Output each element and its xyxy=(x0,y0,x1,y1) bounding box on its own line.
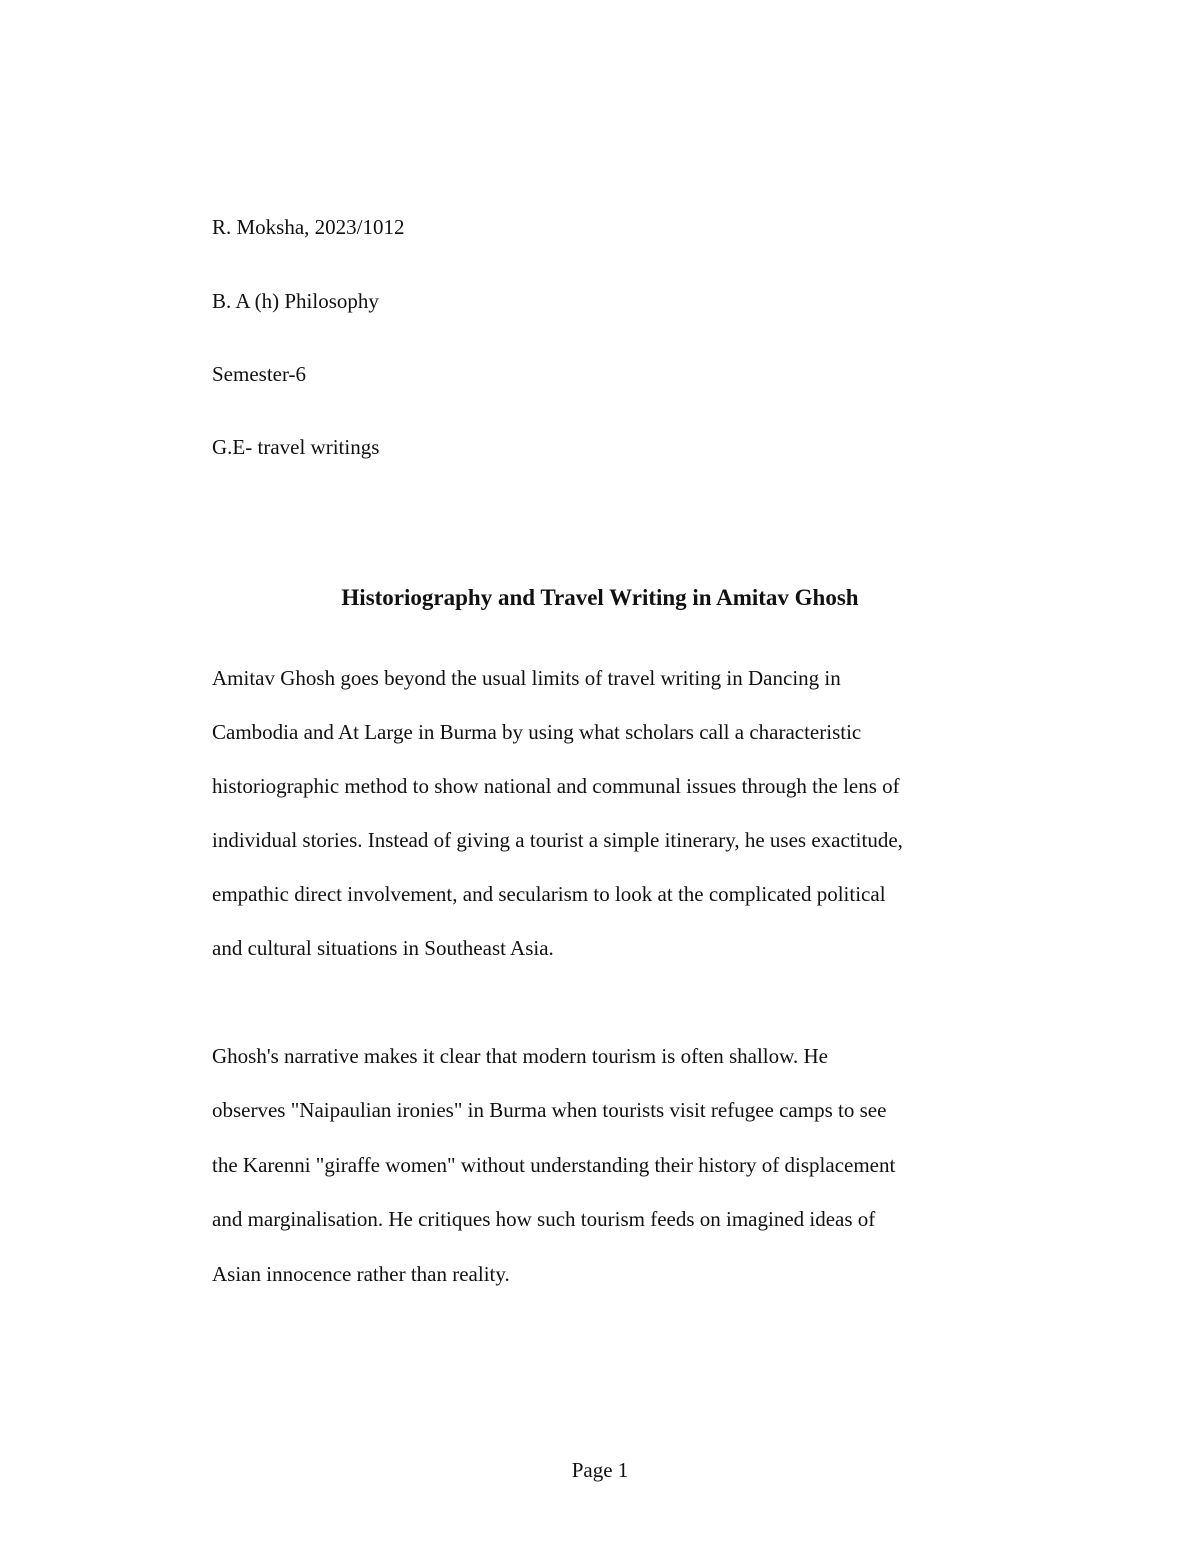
paragraph-line: and marginalisation. He critiques how such tourism feeds on imagined ideas of xyxy=(212,1207,876,1231)
paragraph-line: Asian innocence rather than reality. xyxy=(212,1262,510,1286)
semester-label: Semester-6 xyxy=(212,362,307,386)
paragraph-line: Ghosh's narrative makes it clear that modern tourism is often shallow. He xyxy=(212,1044,828,1068)
paragraph-line: Amitav Ghosh goes beyond the usual limits of travel writing in Dancing in xyxy=(212,666,841,690)
paragraph-line: Cambodia and At Large in Burma by using what scholars call a characteristic xyxy=(212,720,862,744)
page-number: Page 1 xyxy=(571,1458,629,1482)
paragraph-line: individual stories. Instead of giving a tourist a simple itinerary, he uses exactitude, xyxy=(212,828,903,852)
paragraph-line: historiographic method to show national and communal issues through the lens of xyxy=(212,774,900,798)
student-name-roll: R. Moksha, 2023/1012 xyxy=(212,215,405,239)
course-name: B. A (h) Philosophy xyxy=(212,289,379,313)
document-title: Historiography and Travel Writing in Amitav Ghosh xyxy=(341,585,859,610)
paper-label: G.E- travel writings xyxy=(212,435,380,459)
paragraph-line: empathic direct involvement, and secularism to look at the complicated political xyxy=(212,882,886,906)
paragraph-line: and cultural situations in Southeast Asia. xyxy=(212,936,554,960)
paragraph-line: the Karenni "giraffe women" without understanding their history of displacement xyxy=(212,1153,896,1177)
paragraph-line: observes "Naipaulian ironies" in Burma when tourists visit refugee camps to see xyxy=(212,1098,887,1122)
